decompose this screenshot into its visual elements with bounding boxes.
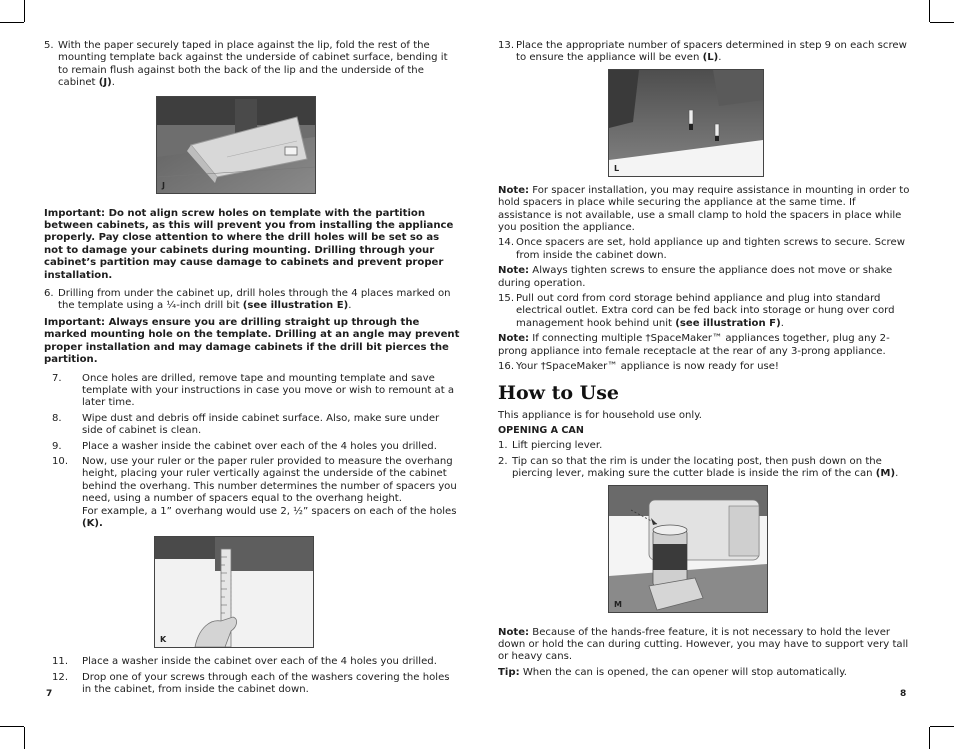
illustration-m [608, 485, 768, 613]
step-10 [44, 456, 460, 530]
note-label: Note: [498, 184, 530, 196]
illustration-ref: (see illustration E) [242, 300, 349, 312]
step-5 [44, 40, 460, 90]
note-text: Always tighten screws to ensure the appliance does not move or shake during operation. [498, 265, 893, 289]
illustration-ref: (L) [702, 52, 719, 64]
ruler-measure-illustration [155, 537, 313, 647]
step-text: Now, use your ruler or the paper ruler provided to measure the overhang height, placing your ruler vertically against the underside of the cabinet behind the overhang. This number determines the number of spacers you need, using a number of spacers equal to the overhang height. [82, 455, 457, 505]
step-text: With the paper securely taped in place against the lip, fold the rest of the mounting template back against the underside of cabinet surface, bending it to remain flush against both the back of the lip and the underside of the cabinet [58, 40, 448, 89]
step-number: 8. [52, 412, 62, 424]
step-text: Your †SpaceMaker™ appliance is now ready for use! [516, 361, 779, 373]
punct: . [780, 317, 784, 329]
subheading: OPENING A CAN [498, 424, 584, 436]
illustration-j [156, 96, 316, 194]
step-text: Once holes are drilled, remove tape and mounting template and save template with your instructions in case you move or wish to remount at a later time. [82, 372, 455, 409]
step-12 [44, 672, 460, 697]
step-number: 12. [52, 671, 69, 683]
step-text: Drilling from under the cabinet up, drill holes through the 4 places marked on the template using a ¼-inch drill bit [58, 288, 451, 312]
spacers-illustration [609, 70, 763, 176]
tip-text: When the can is opened, the can opener will stop automatically. [519, 666, 847, 678]
step-8 [44, 413, 460, 438]
left-page [44, 40, 460, 700]
step-number: 1. [498, 440, 508, 452]
figure-label: K [160, 635, 167, 645]
step-number: 13. [498, 40, 515, 51]
crop-mark [24, 0, 25, 22]
figure-label: L [614, 163, 620, 173]
intro-text: This appliance is for household use only. [498, 409, 702, 421]
step-7 [44, 373, 460, 410]
illustration-k [154, 536, 314, 648]
right-page [498, 40, 910, 682]
punct: . [895, 468, 899, 480]
step-16 [498, 361, 910, 373]
can-opener-illustration [609, 486, 767, 612]
step-14 [498, 237, 910, 262]
note-text: Because of the hands-free feature, it is not necessary to hold the lever down or hold the can during cutting. However, you may have to support very tall or heavy cans. [498, 626, 909, 663]
note-multiple [498, 333, 910, 358]
figure-label: M [614, 599, 622, 609]
step-text: For example, a 1” overhang would use 2, ½” spacers on each of the holes [82, 505, 457, 517]
step-text: Drop one of your screws through each of the washers covering the holes in the cabinet, from inside the cabinet down. [82, 671, 450, 696]
opening-step-2 [498, 456, 910, 481]
step-text: Pull out cord from cord storage behind appliance and plug into standard electrical outlet. Extra cord can be fed back into storage or hung over cord management hook behind unit [516, 293, 895, 329]
important-notice: Important: Do not align screw holes on template with the partition between cabinets, as this will prevent you from installing the appliance properly. Pay close attention to where the drill holes will be set so as not to damage your cabinets during mounting. Drilling through your cabinet’s partition may cause damage to cabinets and prevent proper installation. [44, 207, 454, 281]
note-text: For spacer installation, you may require assistance in mounting in order to hold spacers in place while securing the appliance at the same time. If assistance is not available, use a small clamp to hold the spacers in place while you position the appliance. [498, 184, 910, 234]
step-text: Once spacers are set, hold appliance up and tighten screws to secure. Screw from inside the cabinet down. [516, 237, 905, 261]
step-number: 11. [52, 656, 69, 668]
opening-step-1 [498, 440, 910, 452]
crop-mark [929, 727, 930, 749]
crop-mark [930, 22, 954, 23]
step-number: 9. [52, 440, 62, 452]
step-number: 2. [498, 455, 508, 467]
tip-label: Tip: [498, 666, 520, 678]
note-text: If connecting multiple †SpaceMaker™ appliances together, plug any 2-prong appliance into female receptacle at the rear of any 3-prong appliance. [498, 333, 890, 357]
note-label: Note: [498, 626, 530, 638]
step-9 [44, 441, 460, 453]
step-text: Place the appropriate number of spacers determined in step 9 on each screw to ensure the appliance will be even [516, 40, 907, 64]
step-6 [44, 288, 460, 313]
tip [498, 667, 910, 679]
step-text: Lift piercing lever. [512, 440, 603, 452]
step-number: 10. [52, 455, 69, 467]
note-spacer-install [498, 185, 910, 235]
note-label: Note: [498, 265, 530, 277]
crop-mark [0, 726, 24, 727]
step-number: 5. [44, 40, 54, 51]
page-number-right: 8 [900, 689, 907, 699]
step-text: Tip can so that the rim is under the locating post, then push down on the piercing lever, making sure the cutter blade is inside the rim of the can [512, 455, 882, 480]
step-11 [44, 656, 460, 668]
illustration-ref: (J) [98, 77, 112, 89]
cabinet-template-illustration [157, 97, 315, 193]
step-text: Place a washer inside the cabinet over each of the 4 holes you drilled. [82, 656, 437, 668]
step-number: 16. [498, 361, 515, 373]
note-label: Note: [498, 333, 530, 345]
step-number: 7. [52, 372, 62, 384]
step-text: Place a washer inside the cabinet over each of the 4 holes you drilled. [82, 440, 437, 452]
illustration-ref: (see illustration F) [675, 317, 781, 329]
illustration-ref: (M) [875, 468, 896, 480]
crop-mark [24, 727, 25, 749]
section-heading: How to Use [498, 381, 620, 404]
step-number: 14. [498, 237, 515, 249]
illustration-l [608, 69, 764, 177]
note-tighten [498, 265, 910, 290]
crop-mark [930, 726, 954, 727]
crop-mark [0, 22, 24, 23]
punct: . [348, 300, 352, 312]
note-hands-free [498, 627, 910, 664]
crop-mark [929, 0, 930, 22]
important-notice: Important: Always ensure you are drilling straight up through the marked mounting hole on the template. Drilling at an angle may prevent proper installation and may damage cabinets if the drill bit pierces the partition. [44, 316, 460, 366]
step-number: 6. [44, 288, 54, 300]
illustration-ref: (K). [82, 517, 103, 529]
punct: . [111, 77, 115, 89]
step-13 [498, 40, 910, 65]
figure-label: J [162, 180, 165, 190]
page-number-left: 7 [46, 689, 53, 699]
step-number: 15. [498, 293, 515, 305]
punct: . [718, 52, 722, 64]
step-text: Wipe dust and debris off inside cabinet surface. Also, make sure under side of cabinet is clean. [82, 412, 440, 437]
step-15 [498, 293, 910, 330]
